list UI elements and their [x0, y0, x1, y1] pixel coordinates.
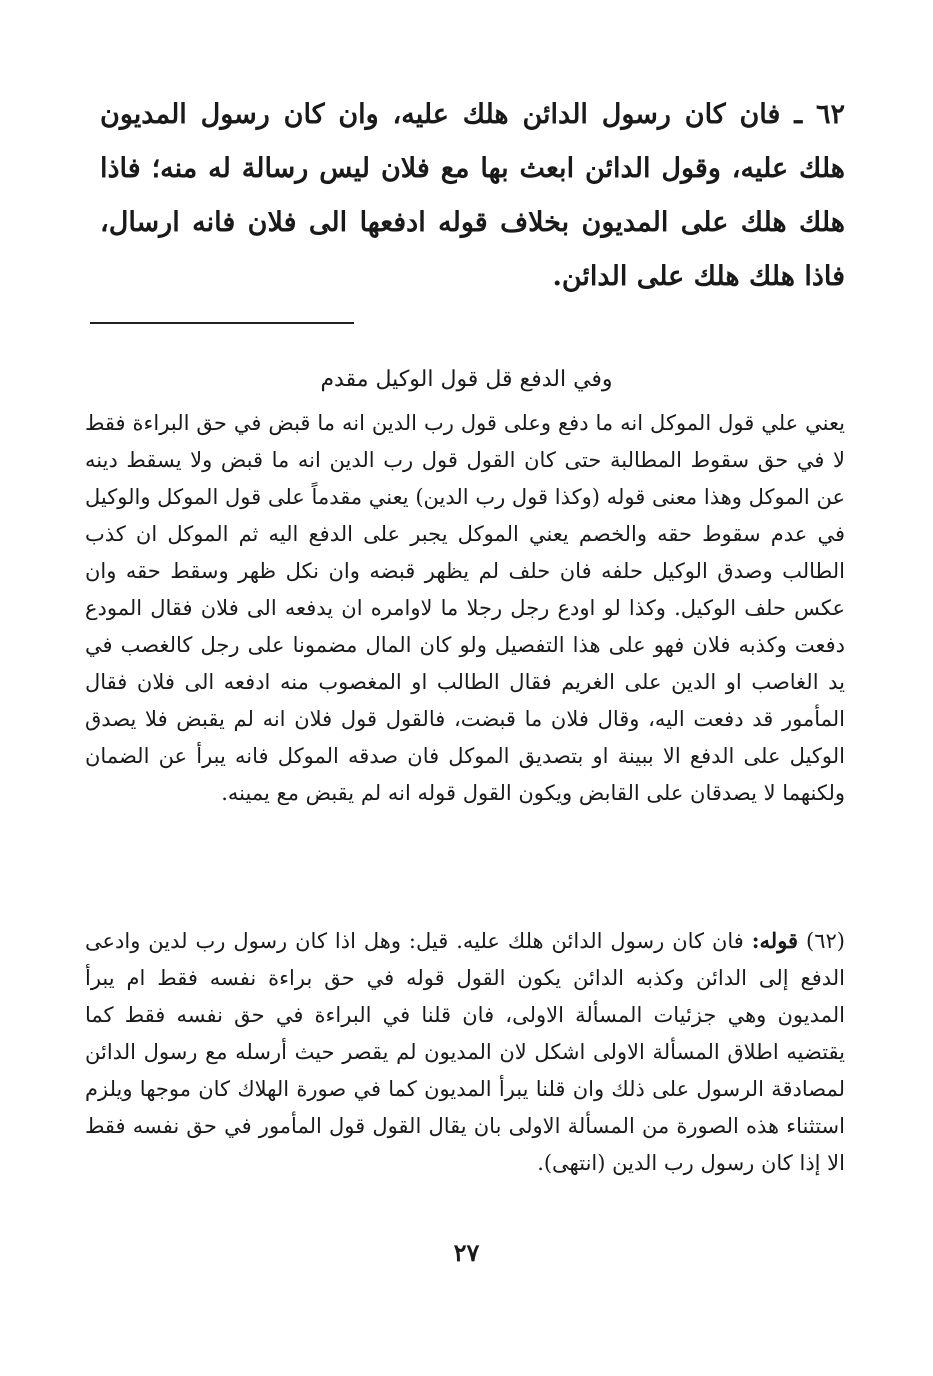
main-paragraph: [100, 88, 845, 304]
main-paragraph-text: فان كان رسول الدائن هلك عليه، وان كان رسول المديون هلك عليه، وقول الدائن ابعث بها مع فلان ليس رسالة له منه؛ فاذا هلك هلك على المديون بخلاف قوله ادفعها الى فلان فانه ارسال، فاذا هلك هلك على الدائن.: [100, 99, 845, 292]
paragraph-number: ٦٢: [815, 99, 845, 130]
commentary-block-2: [85, 922, 845, 1182]
commentary-2-text: فان كان رسول الدائن هلك عليه. قيل: وهل اذا كان رسول رب لدين وادعى الدفع إلى الدائن وكذبه الدائن يكون القول قوله في حق براءة نفسه فقط ام يبرأ المديون وهي جزئيات المسألة الاولى، فان قلنا في البراءة في حق نفسه فقط كما يقتضيه اطلاق المسألة الاولى اشكل لان المديون لم يقصر حيث أرسله مع رسول الدائن لمصادقة الرسول على ذلك وان قلنا يبرأ المديون كما في صورة الهلاك كان موجها ويلزم استثناء هذه الصورة من المسألة الاولى بان يقال القول قول المأمور في حق نفسه فقط الا إذا كان رسول رب الدين (انتهى).: [85, 929, 845, 1175]
commentary-block-1: [85, 405, 845, 812]
commentary-1-text: يعني علي قول الموكل انه ما دفع وعلى قول رب الدين انه ما قبض في حق البراءة فقط لا في حق سقوط المطالبة حتى كان القول قول رب الدين انه ما قبض ولا يسقط دينه عن الموكل وهذا معنى قوله (وكذا قول رب الدين) يعني مقدماً على قول الموكل والوكيل في عدم سقوط حقه والخصم يعني الموكل يجبر على الدفع اليه ثم الموكل ان كذب الطالب وصدق الوكيل حلفه فان حلف لم يظهر قبضه وان نكل ظهر وسقط حقه وان عكس حلف الوكيل. وكذا لو اودع رجل رجلا ما لاوامره ان يدفعه الى فلان فقال المودع دفعت وكذبه فلان فهو على هذا التفصيل ولو كان المال مضمونا على رجل كالغصب في يد الغاصب او الدين على الغريم فقال الطالب او المغصوب منه ادفعه الى فلان فقال المأمور قد دفعت اليه، وقال فلان ما قبضت، فالقول قول فلان انه لم يقبض فلا يصدق الوكيل على الدفع الا ببينة او بتصديق الموكل فان صدقه الموكل فانه يبرأ عن الضمان ولكنهما لا يصدقان على القابض ويكون القول قوله انه لم يقبض مع يمينه.: [85, 411, 845, 805]
paragraph-dash: ـ: [794, 99, 803, 130]
page-number: ٢٧: [453, 1238, 480, 1267]
footnote-divider: [90, 322, 354, 324]
section-heading: وفي الدفع قل قول الوكيل مقدم: [320, 367, 613, 392]
commentary-ref: (٦٢): [806, 929, 845, 953]
commentary-label: قوله:: [751, 928, 799, 953]
